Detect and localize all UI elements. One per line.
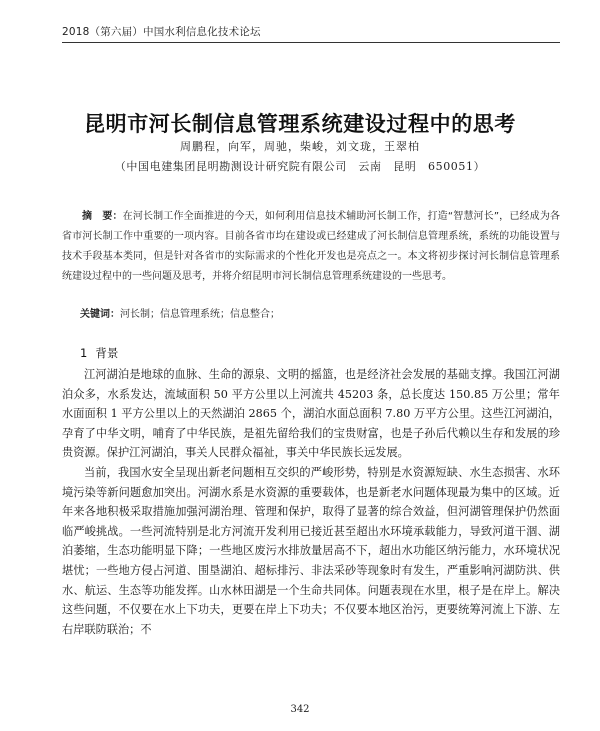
body-text (62, 365, 560, 639)
author-list: 周鹏程，向军，周驰，柴峻，刘文珑，王翠柏 (180, 140, 420, 153)
abstract (62, 207, 560, 287)
paragraph: 江河湖泊是地球的血脉、生命的源泉、文明的摇篮，也是经济社会发展的基础支撑。我国江河湖泊众多，水系发达，流域面积 50 平方公里以上河流共 45203 条，总长度达 150.85 万公里；常年水面面积 1 平方公里以上的天然湖泊 2865 个，湖泊水面总面积 7.80 万平方公里。这些江河湖泊，孕育了中华文明，哺育了中华民族，是祖先留给我们的宝贵财富，也是子孙后代赖以生存和发展的珍贵资源。保护江河湖泊，事关人民群众福祉，事关中华民族长远发展。 (62, 368, 560, 460)
section-number: 1 (80, 346, 88, 360)
header-rule (62, 42, 560, 43)
section-heading (80, 345, 118, 361)
affiliation: （中国电建集团昆明勘测设计研究院有限公司 云南 昆明 650051） (114, 160, 486, 173)
running-head: 2018（第六届）中国水利信息化技术论坛 (62, 26, 261, 38)
keywords-text: 河长制；信息管理系统；信息整合； (120, 309, 280, 320)
paper-title: 昆明市河长制信息管理系统建设过程中的思考 (84, 111, 516, 136)
abstract-label: 摘 要： (82, 211, 123, 222)
paragraph: 当前，我国水安全呈现出新老问题相互交织的严峻形势，特别是水资源短缺、水生态损害、水环境污染等新问题愈加突出。河湖水系是水资源的重要载体，也是新老水问题体现最为集中的区域。近年来各地积极采取措施加强河湖治理、管理和保护，取得了显著的综合效益，但河湖管理保护仍然面临严峻挑战。一些河流特别是北方河流开发利用已接近甚至超出水环境承载能力，导致河道干涸、湖泊萎缩，生态功能明显下降；一些地区废污水排放量居高不下，超出水功能区纳污能力，水环境状况堪忧；一些地方侵占河道、围垦湖泊、超标排污、非法采砂等现象时有发生，严重影响河湖防洪、供水、航运、生态等功能发挥。山水林田湖是一个生命共同体。问题表现在水里，根子是在岸上。解决这些问题，不仅要在水上下功夫，更要在岸上下功夫；不仅要本地区治污，更要统筹河流上下游、左右岸联防联治；不 (62, 465, 560, 636)
page-number: 342 (290, 704, 310, 715)
keywords-label: 关键词： (80, 309, 120, 320)
keywords (80, 305, 560, 320)
abstract-text: 在河长制工作全面推进的今天，如何利用信息技术辅助河长制工作，打造“智慧河长”，已经成为各省市河长制工作中重要的一项内容。目前各省市均在建设或已经建成了河长制信息管理系统，系统的功能设置与技术手段基本类同，但是针对各省市的实际需求的个性化开发也是亮点之一。本文将初步探讨河长制信息管理系统建设过程中的一些问题及思考，并将介绍昆明市河长制信息管理系统建设的一些思考。 (62, 211, 560, 282)
section-title: 背景 (95, 346, 119, 360)
